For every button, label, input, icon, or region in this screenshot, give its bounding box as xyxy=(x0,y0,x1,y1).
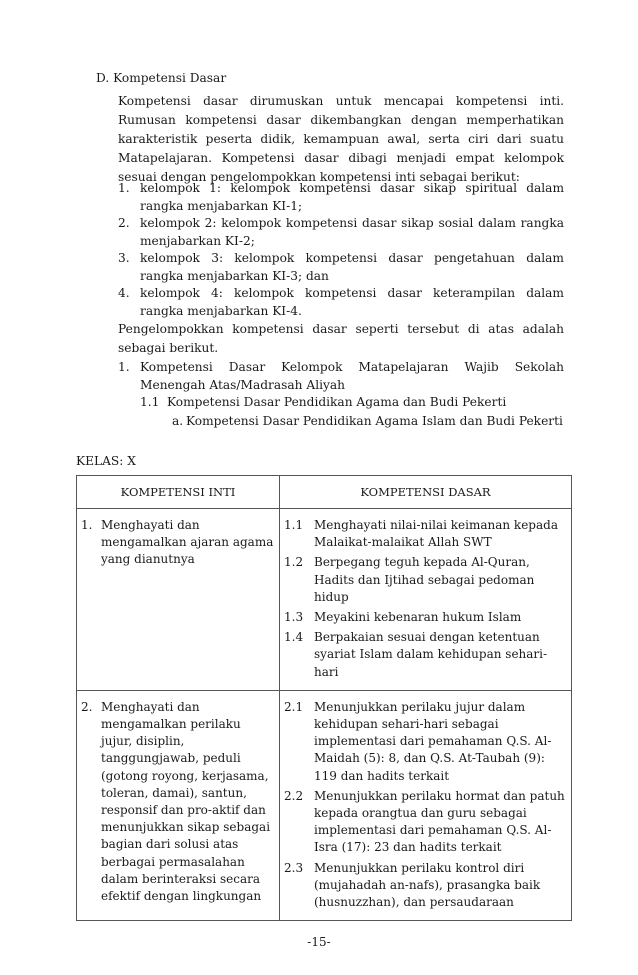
kd-number: 1.4 xyxy=(284,630,304,645)
kd-number: 1.3 xyxy=(284,610,304,625)
outro-paragraph: Pengelompokkan kompetensi dasar seperti tersebut di atas adalah sebagai berikut. xyxy=(118,322,564,355)
table-row xyxy=(77,509,572,691)
kd-text: Menunjukkan perilaku kontrol diri (mujahadah an-nafs), prasangka baik (husnuzzhan), dan persaudaraan xyxy=(314,860,541,910)
kd-number: 1.1 xyxy=(284,518,304,532)
kd-item xyxy=(284,554,565,606)
kd-number: 2.3 xyxy=(284,860,304,875)
group-text: kelompok 3: kelompok kompetensi dasar pengetahuan dalam rangka menjabarkan KI-3; dan xyxy=(140,251,564,283)
kd-text: Meyakini kebenaran hukum Islam xyxy=(314,610,522,625)
kd-cell xyxy=(280,690,572,920)
list-item-1 xyxy=(118,359,564,394)
ki-number: 2. xyxy=(81,699,93,714)
kd-cell xyxy=(280,509,572,691)
ki-text: Menghayati dan mengamalkan ajaran agama yang dianutnya xyxy=(101,518,274,567)
subheading-number: 1.1 xyxy=(140,395,160,409)
ki-cell xyxy=(77,509,280,691)
competency-table xyxy=(76,475,572,921)
intro-paragraph: Kompetensi dasar dirumuskan untuk mencapai kompetensi inti. Rumusan kompetensi dasar dikembangkan dengan memperhatikan karakteristik peserta didik, kemampuan awal, serta ciri dari suatu Matapelajaran. Kompetensi dasar dibagi menjadi empat kelompok sesuai dengan pengelompokkan kompetensi inti sebagai berikut: xyxy=(118,94,564,184)
ki-number: 1. xyxy=(81,518,93,532)
page-number: -15- xyxy=(307,935,331,949)
kd-item xyxy=(284,609,565,626)
kelas-label: KELAS: X xyxy=(76,454,136,468)
kd-text: Menunjukkan perilaku jujur dalam kehidupan sehari-hari sebagai implementasi dari pemahaman Q.S. Al-Maidah (5): 8, dan Q.S. At-Taubah (9): 119 dan hadits terkait xyxy=(314,699,552,783)
group-number: 4. xyxy=(118,286,130,300)
ki-text: Menghayati dan mengamalkan perilaku jujur, disiplin, tanggungjawab, peduli (gotong royong, kerjasama, toleran, damai), santun, responsif dan pro-aktif dan menunjukkan sikap sebagai bagian dari solusi atas berbagai permasalahan dalam berinteraksi secara efektif dengan lingkungan xyxy=(101,699,271,904)
group-text: kelompok 1: kelompok kompetensi dasar sikap spiritual dalam rangka menjabarkan KI-1; xyxy=(140,181,564,213)
subheading-a xyxy=(172,414,563,428)
kd-number: 2.2 xyxy=(284,788,304,803)
header-kompetensi-dasar: KOMPETENSI DASAR xyxy=(280,476,572,509)
kd-text: Berpegang teguh kepada Al-Quran, Hadits dan Ijtihad sebagai pedoman hidup xyxy=(314,555,535,604)
group-list xyxy=(118,180,564,320)
group-text: kelompok 4: kelompok kompetensi dasar keterampilan dalam rangka menjabarkan KI-4. xyxy=(140,286,564,318)
table-header-row xyxy=(77,476,572,509)
group-item xyxy=(118,285,564,320)
subheading-text: Kompetensi Dasar Pendidikan Agama dan Budi Pekerti xyxy=(167,395,507,409)
kd-item xyxy=(284,699,565,785)
table-row xyxy=(77,690,572,920)
list-number: 1. xyxy=(118,360,130,374)
kd-text: Menghayati nilai-nilai keimanan kepada Malaikat-malaikat Allah SWT xyxy=(314,518,558,550)
group-item xyxy=(118,180,564,215)
ki-cell xyxy=(77,690,280,920)
kd-item xyxy=(284,629,565,681)
kd-text: Menunjukkan perilaku hormat dan patuh kepada orangtua dan guru sebagai implementasi dari pemahaman Q.S. Al-Isra (17): 23 dan hadits terkait xyxy=(314,788,565,855)
kd-item xyxy=(284,860,565,912)
kd-number: 2.1 xyxy=(284,699,304,714)
group-number: 3. xyxy=(118,251,130,265)
group-item xyxy=(118,250,564,285)
subheading-1-1 xyxy=(140,395,506,409)
subheading-text: Kompetensi Dasar Pendidikan Agama Islam dan Budi Pekerti xyxy=(186,414,563,428)
subheading-letter: a. xyxy=(172,414,184,428)
kd-item xyxy=(284,788,565,857)
group-item xyxy=(118,215,564,250)
group-number: 1. xyxy=(118,181,130,195)
kd-number: 1.2 xyxy=(284,555,304,570)
group-number: 2. xyxy=(118,216,130,230)
kd-item xyxy=(284,517,565,551)
list-text: Kompetensi Dasar Kelompok Matapelajaran Wajib Sekolah Menengah Atas/Madrasah Aliyah xyxy=(140,360,564,392)
kd-text: Berpakaian sesuai dengan ketentuan syariat Islam dalam kehidupan sehari-hari xyxy=(314,630,548,679)
section-title: D. Kompetensi Dasar xyxy=(96,71,227,85)
header-kompetensi-inti: KOMPETENSI INTI xyxy=(77,476,280,509)
group-text: kelompok 2: kelompok kompetensi dasar sikap sosial dalam rangka menjabarkan KI-2; xyxy=(140,216,564,248)
